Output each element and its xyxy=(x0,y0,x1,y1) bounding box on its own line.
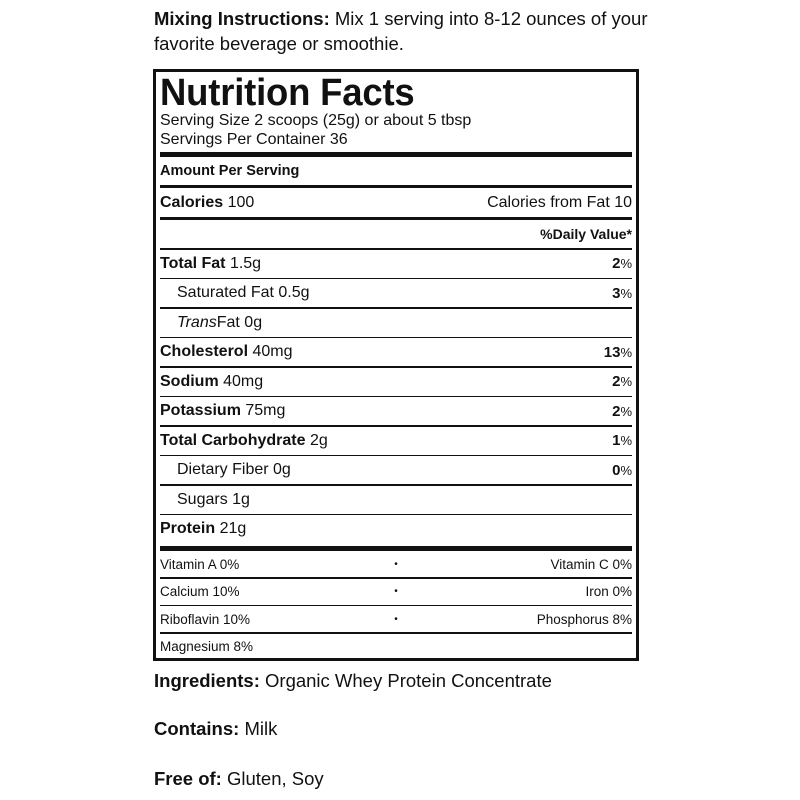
free-of-label: Free of: xyxy=(154,768,222,789)
nutrient-row xyxy=(160,309,632,337)
vitamin-list xyxy=(160,551,632,660)
percent-sign: % xyxy=(620,285,632,301)
mixing-instructions-text: Mix 1 serving into 8-12 ounces of your favorite beverage or smoothie. xyxy=(154,8,648,54)
nutrient-row xyxy=(160,427,632,455)
nutrient-row xyxy=(160,368,632,396)
vitamin-left: Riboflavin 10% xyxy=(160,611,251,627)
nutrient-amount: 1.5g xyxy=(229,254,262,272)
daily-value-header: %Daily Value* xyxy=(540,226,632,242)
nutrient-name xyxy=(160,343,293,361)
nutrient-list xyxy=(160,250,632,544)
nutrient-amount: 40mg xyxy=(252,343,293,360)
nutrient-name xyxy=(177,284,310,302)
nutrient-daily-value-number: 13 xyxy=(603,343,621,361)
daily-value-header-row xyxy=(160,220,632,248)
nutrient-daily-value xyxy=(612,373,632,390)
nutrient-label: Potassium xyxy=(160,402,241,419)
amount-per-serving-label: Amount Per Serving xyxy=(160,163,300,179)
nutrient-amount: 21g xyxy=(219,520,247,537)
calories-from-fat: Calories from Fat 10 xyxy=(487,193,632,211)
nutrient-daily-value-number: 2 xyxy=(612,402,621,420)
contains-text: Milk xyxy=(244,718,278,739)
nutrient-label: Fat xyxy=(216,313,240,331)
nutrient-name xyxy=(160,255,261,273)
nutrient-amount: 0g xyxy=(244,313,263,331)
vitamin-right: Vitamin C 0% xyxy=(550,556,632,572)
nutrient-daily-value-number: 3 xyxy=(612,284,621,302)
ingredients xyxy=(154,670,552,692)
vitamin-left: Calcium 10% xyxy=(160,584,240,599)
percent-sign: % xyxy=(620,462,632,478)
vitamin-right: Iron 0% xyxy=(585,584,632,599)
vitamin-row xyxy=(160,634,632,660)
nutrient-daily-value-number: 1 xyxy=(612,432,621,449)
vitamin-left: Magnesium 8% xyxy=(160,639,254,654)
nutrient-amount: 75mg xyxy=(245,402,286,419)
nutrient-amount: 2g xyxy=(309,431,328,449)
panel-title: Nutrition Facts xyxy=(160,72,415,114)
servings-per-container: Servings Per Container 36 xyxy=(160,131,348,148)
serving-size: Serving Size 2 scoops (25g) or about 5 tbsp xyxy=(160,112,472,129)
nutrient-daily-value-number: 2 xyxy=(612,255,621,272)
calories-row xyxy=(160,188,632,217)
mixing-instructions xyxy=(154,6,674,56)
ingredients-text: Organic Whey Protein Concentrate xyxy=(265,670,552,691)
nutrition-facts-panel xyxy=(153,69,639,661)
percent-sign: % xyxy=(620,403,632,419)
percent-sign: % xyxy=(620,344,632,360)
nutrient-name xyxy=(160,402,285,420)
vitamin-row xyxy=(160,551,632,577)
vitamin-row xyxy=(160,606,632,632)
nutrient-label: Sodium xyxy=(160,372,219,390)
nutrient-row xyxy=(160,250,632,278)
nutrient-row xyxy=(160,279,632,307)
nutrient-daily-value xyxy=(612,285,632,302)
nutrient-amount: 0g xyxy=(273,461,291,478)
nutrient-label: Dietary Fiber xyxy=(177,461,269,478)
nutrient-amount: 0.5g xyxy=(278,284,310,301)
nutrient-label: Cholesterol xyxy=(160,343,249,360)
nutrient-amount: 40mg xyxy=(223,372,264,390)
nutrient-label-italic: Trans xyxy=(177,313,217,331)
nutrient-daily-value xyxy=(612,432,632,449)
nutrient-name xyxy=(177,314,262,332)
nutrient-name xyxy=(160,432,328,450)
nutrient-row xyxy=(160,338,632,366)
nutrient-row xyxy=(160,486,632,514)
amount-per-serving-row xyxy=(160,157,632,185)
nutrient-daily-value xyxy=(604,344,632,361)
nutrient-amount: 1g xyxy=(232,490,250,508)
nutrient-label: Saturated Fat xyxy=(177,284,274,301)
nutrient-label: Total Fat xyxy=(160,254,226,272)
nutrient-row xyxy=(160,456,632,484)
calories xyxy=(160,194,254,212)
vitamin-row xyxy=(160,579,632,605)
nutrient-name xyxy=(160,520,246,538)
nutrient-label: Total Carbohydrate xyxy=(160,431,306,449)
vitamin-right: Phosphorus 8% xyxy=(536,611,632,627)
nutrient-daily-value xyxy=(612,403,632,420)
nutrient-row xyxy=(160,515,632,543)
contains-label: Contains: xyxy=(154,718,240,739)
contains xyxy=(154,718,277,740)
bullet-separator: • xyxy=(394,558,398,570)
ingredients-label: Ingredients: xyxy=(154,670,260,691)
bullet-separator: • xyxy=(394,613,398,625)
calories-label: Calories xyxy=(160,193,224,211)
percent-sign: % xyxy=(620,433,632,448)
nutrient-row xyxy=(160,397,632,425)
nutrient-name xyxy=(160,373,263,391)
bullet-separator: • xyxy=(394,586,398,597)
nutrient-daily-value-number: 2 xyxy=(612,373,621,390)
nutrient-daily-value xyxy=(612,462,632,479)
vitamin-left: Vitamin A 0% xyxy=(160,556,240,572)
free-of xyxy=(154,768,324,790)
nutrient-daily-value xyxy=(612,255,632,272)
nutrient-label: Sugars xyxy=(177,490,228,508)
nutrient-daily-value-number: 0 xyxy=(612,461,621,479)
percent-sign: % xyxy=(620,256,632,271)
calories-value: 100 xyxy=(227,193,255,211)
nutrient-name xyxy=(177,491,250,509)
free-of-text: Gluten, Soy xyxy=(226,768,324,789)
mixing-instructions-label: Mixing Instructions: xyxy=(154,8,330,29)
percent-sign: % xyxy=(620,374,632,389)
nutrient-label: Protein xyxy=(160,520,216,537)
nutrient-name xyxy=(177,461,291,479)
